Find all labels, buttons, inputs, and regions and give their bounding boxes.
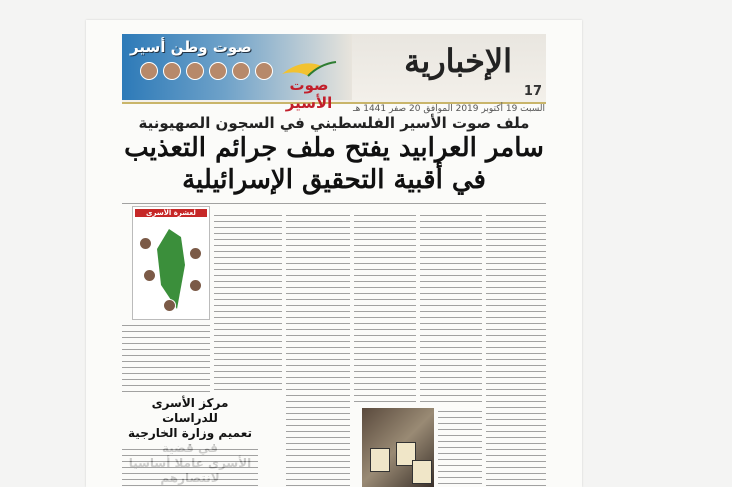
sawt-alasir-logo <box>272 56 346 112</box>
logo-text: صوت الأسير <box>285 76 333 112</box>
portrait <box>140 62 158 80</box>
portrait <box>186 62 204 80</box>
headline-line-2: في أقبية التحقيق الإسرائيلية <box>182 165 486 195</box>
map-portrait <box>189 279 202 292</box>
map-portrait <box>189 247 202 260</box>
sidebar-title-line-2: تعميم وزارة الخارجية <box>128 426 252 440</box>
text-column <box>486 212 546 487</box>
palestine-map-shape <box>153 229 193 309</box>
text-column <box>214 212 282 392</box>
newspaper-page <box>86 20 582 487</box>
prisoner-portraits <box>140 62 273 80</box>
portrait <box>232 62 250 80</box>
photo-caption-text <box>438 408 482 487</box>
dateline: السبت 19 أكتوبر 2019 الموافق 20 صفر 1441 هـ <box>352 104 545 114</box>
portrait <box>209 62 227 80</box>
map-infographic <box>132 206 210 320</box>
headline-line-1: سامر العرابيد يفتح ملف جرائم التعذيب <box>124 133 544 163</box>
protest-photo <box>362 408 434 487</box>
protest-sign <box>370 448 390 472</box>
map-portrait <box>163 299 176 312</box>
text-column <box>286 212 350 487</box>
map-caption: لعشرة الأسرى <box>135 209 207 217</box>
banner-slogan: صوت وطن أسير <box>130 38 252 56</box>
protest-sign <box>412 460 432 484</box>
banner-artwork <box>122 34 352 112</box>
article-kicker: ملف صوت الأسير الفلسطيني في السجون الصهيونية <box>138 114 530 132</box>
sidebar-title-line-1: مركز الأسرى للدراسات <box>151 396 229 425</box>
map-portrait <box>139 237 152 250</box>
text-column <box>354 212 416 402</box>
portrait <box>163 62 181 80</box>
sidebar-story <box>122 396 258 487</box>
portrait <box>255 62 273 80</box>
masthead-title: الإخبارية <box>404 42 512 80</box>
sidebar-story-text <box>122 446 258 487</box>
map-portrait <box>143 269 156 282</box>
text-column <box>122 322 210 392</box>
page-number: 17 <box>523 84 542 99</box>
article-headline <box>122 132 546 196</box>
text-column <box>420 212 482 402</box>
